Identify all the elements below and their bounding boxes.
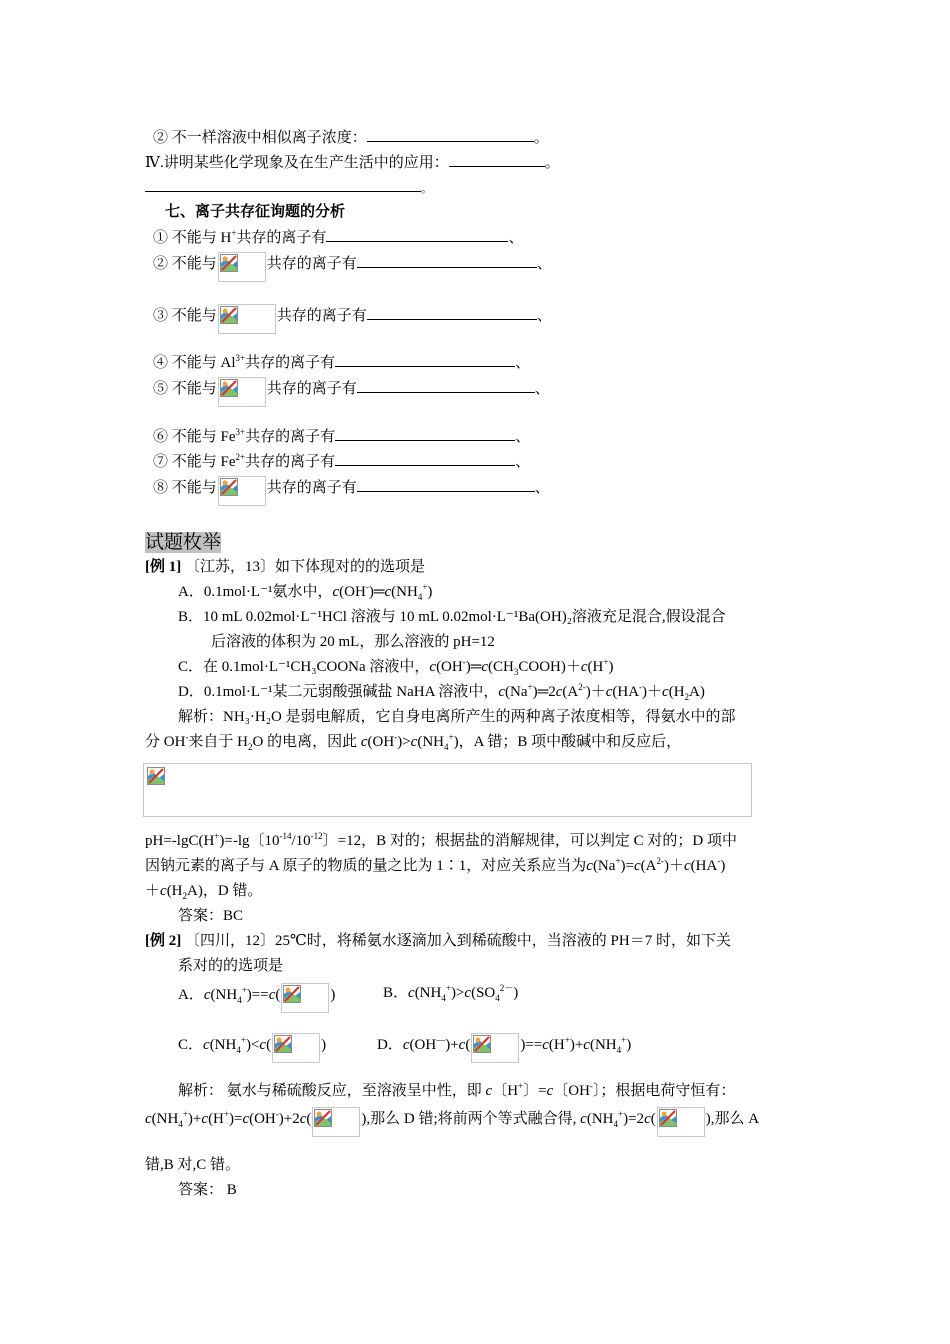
example-1-option-b: B．10 mL 0.02mol·L⁻¹HCl 溶液与 10 mL 0.02mol·L⁻¹Ba(OH)₂溶液充足混合,假设混合: [178, 609, 726, 625]
formula-image: [218, 304, 276, 334]
example-1-title: [例 1] 〔江苏，13〕如下体现对的的选项是: [145, 559, 426, 575]
example-1-analysis-3: pH=-lgC(H+)=-lg〔$10^{-14}/10^{-12}$〕=12，B 对的；根据盐的消解规律，可以判定 C 对的；D 项中: [145, 831, 737, 849]
section6-item-4-cont: 。: [145, 177, 432, 199]
calculation-image: [143, 763, 752, 817]
broken-image-icon: [220, 478, 238, 496]
answer-blank[interactable]: [335, 451, 515, 466]
answer-blank[interactable]: [357, 477, 535, 492]
example-1-answer: 答案：BC: [178, 908, 244, 924]
coexist-item-8: ⑧ 不能与 共存的离子有 、: [153, 476, 550, 506]
example-2-analysis-2: $c(NH_4^+)+c(H^+)=c(OH^-)+2c$( ),那么 D 错;将前两个等式融合得, $c(NH_4^+)=2c$( ),那么 A: [145, 1107, 759, 1137]
answer-blank[interactable]: [335, 426, 515, 441]
formula-image: [218, 476, 266, 506]
formula-image: [218, 252, 266, 282]
broken-image-icon: [274, 1035, 292, 1053]
formula-image: [272, 1033, 320, 1063]
answer-blank[interactable]: [357, 378, 535, 393]
section7-title: 七、离子共存征询题的分析: [165, 204, 346, 220]
broken-image-icon: [220, 254, 238, 272]
broken-image-icon: [314, 1109, 332, 1127]
broken-image-icon: [473, 1035, 491, 1053]
answer-blank[interactable]: [357, 253, 537, 268]
answer-blank[interactable]: [367, 127, 534, 142]
example-1-option-d: D．0.1mol·L⁻¹某二元弱酸强碱盐 NaHA 溶液中，$c(Na^+)═2c(A^{2-})+c(HA^-)+c(H_2A)$: [178, 682, 705, 702]
formula-image: [281, 983, 329, 1013]
example-1-analysis-5: $+c(H_2A)$，D 错。: [145, 883, 263, 901]
example-1-option-c: C．在 0.1mol·L⁻¹CH₃COONa 溶液中，$c(OH^-)═c(CH_3COOH)+c(H^+)$: [178, 657, 614, 677]
example-1-analysis-1: 解析：NH₃·H₂O 是弱电解质，它自身电离所产生的两种离子浓度相等，得氨水中的部: [178, 709, 736, 725]
coexist-item-6: ⑥ 不能与 $Fe^{3+}$共存的离子有 、: [153, 427, 531, 445]
broken-image-icon: [220, 306, 238, 324]
example-2-title: [例 2] 〔四川，12〕25℃时，将稀氨水逐滴加入到稀硫酸中，当溶液的 PH＝7 时，如下关: [145, 933, 731, 949]
example-2-analysis-1: 解析： 氨水与稀硫酸反应，至溶液呈中性，即 c〔H+〕=c〔OH-〕；根据电荷守恒有：: [178, 1081, 736, 1099]
coexist-item-4: ④ 不能与 $Al^{3+}$共存的离子有 、: [153, 353, 531, 371]
answer-blank[interactable]: [449, 152, 545, 167]
broken-image-icon: [220, 379, 238, 397]
examples-heading: 试题枚举: [145, 532, 222, 553]
example-2-answer: 答案： B: [178, 1182, 237, 1198]
example-2-option-c: C．$c(NH_4^+)<c$( ): [178, 1033, 326, 1063]
formula-image: [218, 377, 266, 407]
example-1-analysis-2: 分 OH-来自于 $H_2O$ 的电离，因此 $c(OH^-)>c(NH_4^+)$，A 错；B 项中酸碱中和反应后，: [145, 732, 682, 752]
section6-item-2: ② 不一样溶液中相似离子浓度： 。: [153, 127, 549, 148]
answer-blank[interactable]: [335, 352, 515, 367]
example-1-analysis-4: 因钠元素的离子与 A 原子的物质的量之比为 1∶1，对应关系应当为$c(Na^+)=c(A^{2-})+c(HA^-)$: [145, 856, 726, 874]
coexist-item-1: ① 不能与 H+共存的离子有 、: [153, 228, 524, 246]
broken-image-icon: [659, 1109, 677, 1127]
coexist-item-3: ③ 不能与 共存的离子有 、: [153, 304, 552, 334]
example-2-analysis-3: 错,B 对,C 错。: [145, 1157, 241, 1173]
coexist-item-5: ⑤ 不能与 共存的离子有 、: [153, 377, 550, 407]
broken-image-icon: [147, 767, 165, 785]
formula-image: [471, 1033, 519, 1063]
broken-image-icon: [283, 985, 301, 1003]
coexist-item-7: ⑦ 不能与 $Fe^{2+}$共存的离子有 、: [153, 452, 531, 470]
example-2-option-a: A．$c(NH_4^+)==c$( ): [178, 983, 335, 1013]
example-2-title-cont: 系对的的选项是: [178, 958, 284, 974]
answer-blank[interactable]: [145, 177, 421, 192]
formula-image: [312, 1107, 360, 1137]
section6-item-4: Ⅳ.讲明某些化学现象及在生产生活中的应用： 。: [145, 152, 560, 173]
example-2-option-d: D．c(OH—)+c( )$==c(H^+)+c(NH_4^+)$: [377, 1033, 631, 1063]
answer-blank[interactable]: [367, 305, 537, 320]
example-2-option-b: B．$c(NH_4^+)>c(SO_4^{2-})$: [383, 983, 519, 1003]
example-1-option-a: A．0.1mol·L⁻¹氨水中，$c(OH^-)═c(NH_4^+)$: [178, 582, 433, 602]
coexist-item-2: ② 不能与 共存的离子有 、: [153, 252, 552, 282]
example-1-option-b-cont: 后溶液的体积为 20 mL，那么溶液的 pH=12: [211, 634, 495, 650]
formula-image: [657, 1107, 705, 1137]
answer-blank[interactable]: [326, 227, 508, 242]
